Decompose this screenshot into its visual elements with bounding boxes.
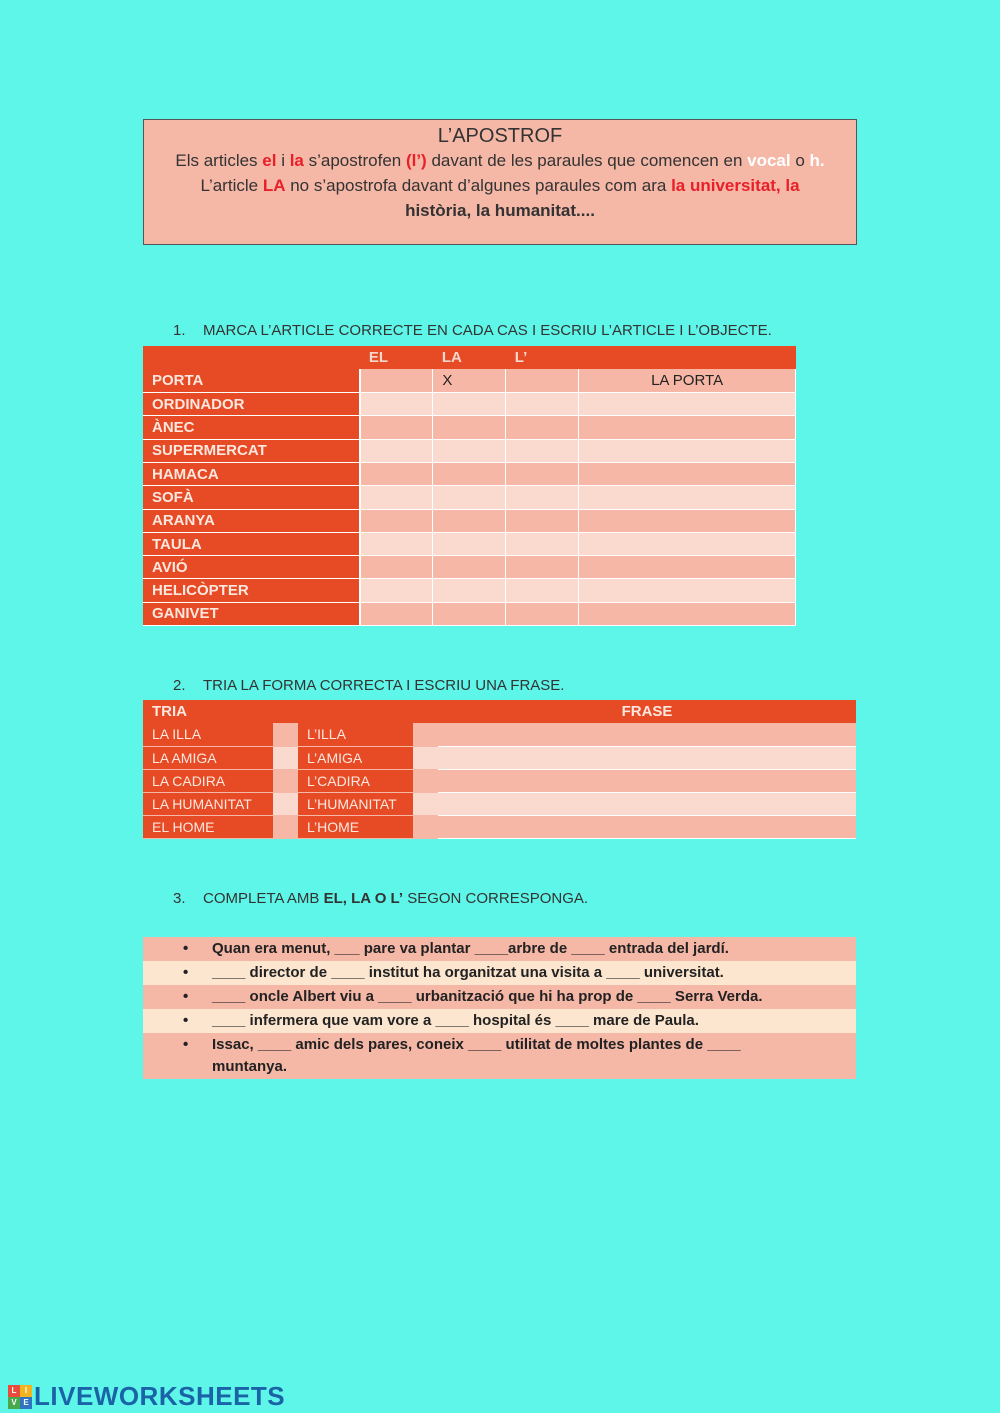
sentence-text[interactable]: ____ infermera que vam vore a ____ hospital és ____ mare de Paula. [212,1012,699,1029]
el-checkbox-cell[interactable] [360,509,433,532]
col-l: L’ [506,346,579,369]
l-checkbox-cell[interactable] [506,416,579,439]
sentence-input-cell[interactable] [438,792,856,815]
col-el: EL [360,346,433,369]
bullet-icon: • [183,964,189,981]
option-a[interactable]: EL HOME [143,815,273,838]
option-b-checkbox[interactable] [413,769,438,792]
l-checkbox-cell[interactable] [506,532,579,555]
table-row [143,556,796,579]
bullet-icon: • [183,940,189,957]
la-checkbox-cell[interactable] [433,509,506,532]
la-checkbox-cell[interactable] [433,393,506,416]
word-cell: SUPERMERCAT [143,439,360,462]
word-cell: PORTA [143,369,360,392]
ex3-instruction: 3. COMPLETA AMB EL, LA O L’ SEGON CORRESPONGA. [173,890,589,907]
l-checkbox-cell[interactable] [506,393,579,416]
bullet-icon: • [183,988,189,1005]
answer-input-cell[interactable] [579,416,796,439]
option-b[interactable]: L’CADIRA [298,769,413,792]
list-item [143,1009,856,1033]
word-cell: TAULA [143,532,360,555]
rule-line-3: història, la humanitat.... [405,201,595,220]
la-checkbox-cell[interactable] [433,579,506,602]
el-checkbox-cell[interactable] [360,416,433,439]
el-checkbox-cell[interactable] [360,602,433,625]
option-a-checkbox[interactable] [273,723,298,746]
table-row [143,486,796,509]
table-row [143,439,796,462]
page-title: L’APOSTROF [437,125,563,147]
table-row [143,579,796,602]
bullet-icon: • [183,1036,189,1053]
table-row [143,393,796,416]
el-checkbox-cell[interactable] [360,556,433,579]
el-checkbox-cell[interactable] [360,393,433,416]
answer-input-cell[interactable] [579,556,796,579]
l-checkbox-cell[interactable] [506,556,579,579]
answer-input-cell[interactable] [579,486,796,509]
la-checkbox-cell[interactable] [433,416,506,439]
word-cell: SOFÀ [143,486,360,509]
table-row [143,462,796,485]
option-b-checkbox[interactable] [413,792,438,815]
table-row [143,509,796,532]
rule-line-2: L’article LA no s’apostrofa davant d’algunes paraules com ara la universitat, la [200,176,800,195]
sentence-input-cell[interactable] [438,769,856,792]
table-row [143,723,856,746]
la-checkbox-cell[interactable] [433,439,506,462]
bullet-icon: • [183,1012,189,1029]
la-checkbox-cell[interactable] [433,532,506,555]
answer-input-cell[interactable]: LA PORTA [579,369,796,392]
el-checkbox-cell[interactable] [360,439,433,462]
table-row [143,769,856,792]
sentence-input-cell[interactable] [438,723,856,746]
la-checkbox-cell[interactable] [433,462,506,485]
header-tria: TRIA [143,700,438,723]
logo-mark-icon: L I V E [8,1385,32,1409]
liveworksheets-logo: L I V E LIVEWORKSHEETS [8,1381,285,1412]
sentence-text[interactable]: Issac, ____ amic dels pares, coneix ____ utilitat de moltes plantes de ____ muntanya. [212,1036,741,1075]
la-checkbox-cell[interactable] [433,556,506,579]
list-item [143,985,856,1009]
option-b[interactable]: L’AMIGA [298,746,413,769]
article-table [143,346,796,626]
l-checkbox-cell[interactable] [506,486,579,509]
word-cell: AVIÓ [143,556,360,579]
option-a-checkbox[interactable] [273,815,298,838]
l-checkbox-cell[interactable] [506,369,579,392]
option-a[interactable]: LA ILLA [143,723,273,746]
el-checkbox-cell[interactable] [360,579,433,602]
el-checkbox-cell[interactable] [360,532,433,555]
option-a-checkbox[interactable] [273,792,298,815]
la-checkbox-cell[interactable] [433,486,506,509]
list-item [143,1033,856,1079]
ex1-instruction: 1. MARCA L’ARTICLE CORRECTE EN CADA CAS I ESCRIU L’ARTICLE I L’OBJECTE. [173,322,772,339]
choice-table [143,700,856,839]
word-cell: GANIVET [143,602,360,625]
sentence-text[interactable]: ____ director de ____ institut ha organitzat una visita a ____ universitat. [212,964,724,981]
sentence-input-cell[interactable] [438,815,856,838]
sentence-input-cell[interactable] [438,746,856,769]
la-checkbox-cell[interactable] [433,602,506,625]
l-checkbox-cell[interactable] [506,439,579,462]
word-cell: ARANYA [143,509,360,532]
option-b[interactable]: L’HUMANITAT [298,792,413,815]
table-row [143,532,796,555]
header-frase: FRASE [438,700,856,723]
option-b[interactable]: L’HOME [298,815,413,838]
option-b[interactable]: L’ILLA [298,723,413,746]
option-b-checkbox[interactable] [413,746,438,769]
l-checkbox-cell[interactable] [506,509,579,532]
word-cell: HAMACA [143,462,360,485]
word-cell: ÀNEC [143,416,360,439]
answer-input-cell[interactable] [579,462,796,485]
list-item [143,961,856,985]
option-a-checkbox[interactable] [273,746,298,769]
word-cell: ORDINADOR [143,393,360,416]
el-checkbox-cell[interactable] [360,369,433,392]
info-box [143,119,857,245]
answer-input-cell[interactable] [579,509,796,532]
sentence-text[interactable]: Quan era menut, ___ pare va plantar ____arbre de ____ entrada del jardí. [212,940,729,957]
answer-input-cell[interactable] [579,602,796,625]
option-b-checkbox[interactable] [413,815,438,838]
table-row [143,792,856,815]
answer-input-cell[interactable] [579,579,796,602]
word-cell: HELICÒPTER [143,579,360,602]
option-b-checkbox[interactable] [413,723,438,746]
ex2-instruction: 2. TRIA LA FORMA CORRECTA I ESCRIU UNA FRASE. [173,677,565,694]
answer-input-cell[interactable] [579,439,796,462]
answer-input-cell[interactable] [579,532,796,555]
option-a[interactable]: LA CADIRA [143,769,273,792]
la-checkbox-cell[interactable]: X [433,369,506,392]
table-row [143,416,796,439]
el-checkbox-cell[interactable] [360,462,433,485]
el-checkbox-cell[interactable] [360,486,433,509]
option-a[interactable]: LA AMIGA [143,746,273,769]
rule-line-1: Els articles el i la s’apostrofen (l’) davant de les paraules que comencen en vocal o h. [175,151,825,170]
table-row [143,746,856,769]
table-row [143,815,856,838]
l-checkbox-cell[interactable] [506,462,579,485]
option-a-checkbox[interactable] [273,769,298,792]
fill-in-list [143,937,856,1079]
table-row [143,369,796,392]
table-row [143,602,796,625]
answer-input-cell[interactable] [579,393,796,416]
sentence-text[interactable]: ____ oncle Albert viu a ____ urbanització que hi ha prop de ____ Serra Verda. [212,988,763,1005]
l-checkbox-cell[interactable] [506,579,579,602]
col-la: LA [433,346,506,369]
option-a[interactable]: LA HUMANITAT [143,792,273,815]
list-item [143,937,856,961]
l-checkbox-cell[interactable] [506,602,579,625]
